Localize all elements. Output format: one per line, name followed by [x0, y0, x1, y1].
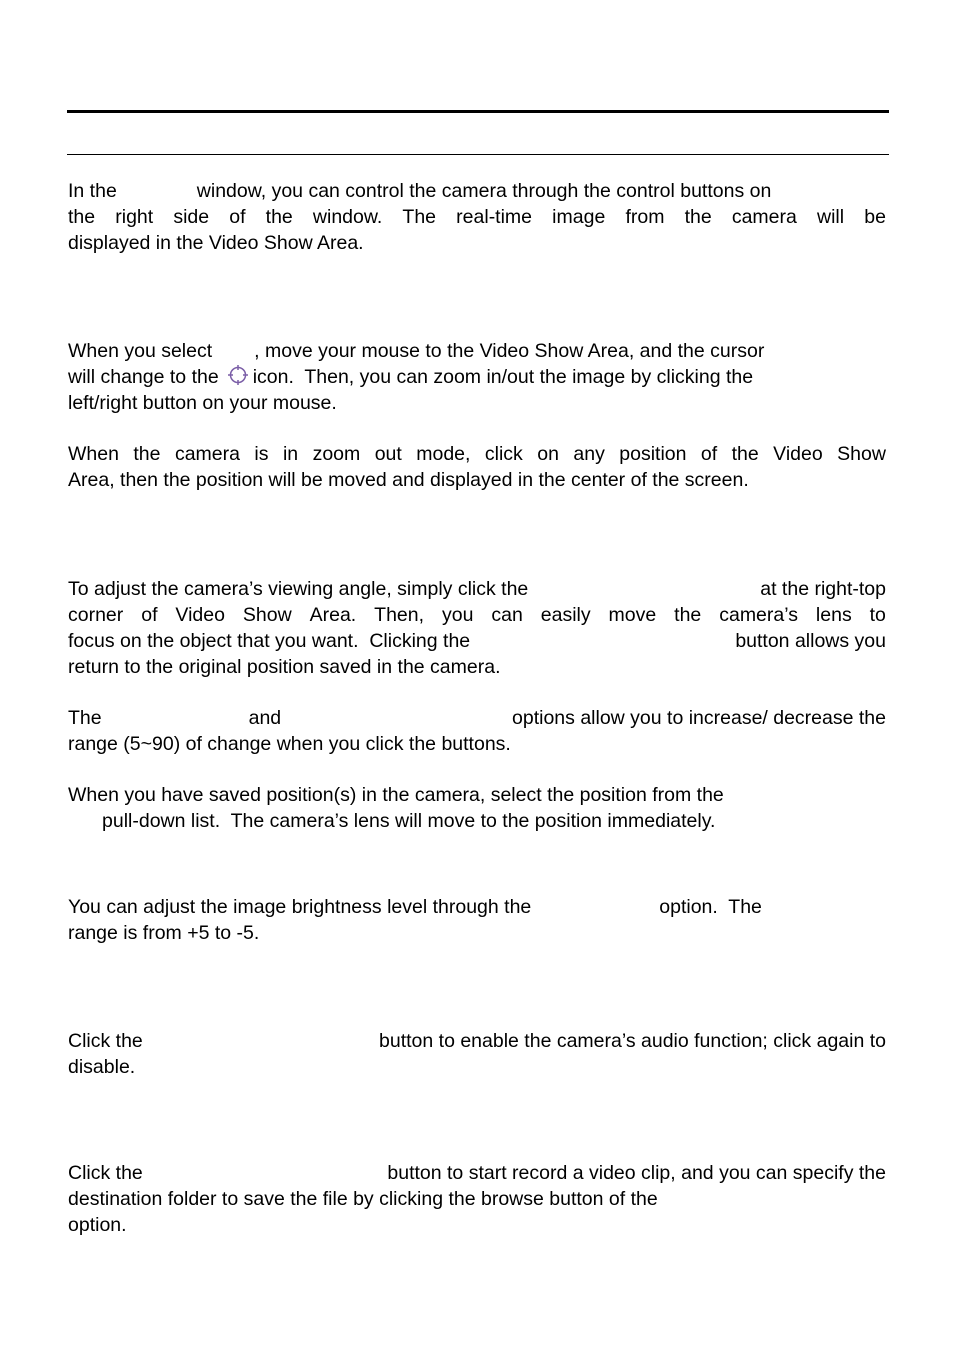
paragraph-audio: [68, 1028, 886, 1080]
text: , move your mouse to the Video Show Area, and the cursor: [254, 340, 765, 362]
text: will change to the: [68, 366, 219, 388]
text: disable.: [68, 1056, 136, 1078]
line: [68, 894, 886, 920]
text: Click the: [68, 1030, 143, 1052]
paragraph-record: [68, 1160, 886, 1238]
text: range is from +5 to -5.: [68, 922, 260, 944]
line: [68, 1212, 886, 1238]
header-rule-thick: [67, 110, 889, 113]
line: [68, 1160, 886, 1186]
paragraph-range: [68, 705, 886, 757]
line: [68, 467, 886, 493]
text: You can adjust the image brightness level through the: [68, 896, 532, 918]
text: In the: [68, 180, 117, 202]
line: [68, 230, 886, 256]
text: the right side of the window. The real-time image from the camera will be: [68, 206, 886, 228]
line: [68, 602, 886, 628]
text: button to enable the camera’s audio function; click again to: [379, 1030, 886, 1052]
text: When you have saved position(s) in the camera, select the position from the: [68, 784, 724, 806]
paragraph-saved-positions: [68, 782, 886, 834]
text: and: [248, 707, 282, 729]
line: [68, 628, 886, 654]
text: displayed in the Video Show Area.: [68, 232, 364, 254]
paragraph-zoom: [68, 338, 886, 416]
text: destination folder to save the file by clicking the browse button of the: [68, 1188, 658, 1210]
line: [68, 576, 886, 602]
text: options allow you to increase/ decrease the: [512, 707, 886, 729]
text: option.: [68, 1214, 127, 1236]
line: [68, 204, 886, 230]
line: [68, 1054, 886, 1080]
line: [68, 920, 886, 946]
text: Click the: [68, 1162, 143, 1184]
paragraph-viewing-angle: [68, 576, 886, 680]
header-rule-thin: [67, 154, 889, 155]
text: focus on the object that you want. Clicking the: [68, 630, 471, 652]
paragraph-window-intro: [68, 178, 886, 256]
text: Area, then the position will be moved and displayed in the center of the screen.: [68, 469, 749, 491]
line: [68, 390, 886, 416]
line: [68, 364, 886, 390]
line: [68, 808, 886, 834]
text: corner of Video Show Area. Then, you can easily move the camera’s lens to: [68, 604, 886, 626]
line: [68, 338, 886, 364]
line: [68, 178, 886, 204]
line: [68, 731, 886, 757]
text: When the camera is in zoom out mode, click on any position of the Video Show: [68, 443, 886, 465]
text: at the right-top: [760, 578, 886, 600]
text: button to start record a video clip, and you can specify the: [387, 1162, 886, 1184]
text: pull-down list. The camera’s lens will move to the position immediately.: [102, 810, 716, 832]
line: [68, 441, 886, 467]
text: icon. Then, you can zoom in/out the image by clicking the: [252, 366, 754, 388]
line: [68, 654, 886, 680]
line: [68, 1028, 886, 1054]
text: return to the original position saved in the camera.: [68, 656, 501, 678]
line: [68, 705, 886, 731]
text: The: [68, 707, 102, 729]
paragraph-zoom-out: [68, 441, 886, 493]
line: [68, 1186, 886, 1212]
crosshair-target-icon: [227, 364, 249, 386]
text: When you select: [68, 340, 213, 362]
text: To adjust the camera’s viewing angle, simply click the: [68, 578, 529, 600]
text: range (5~90) of change when you click the buttons.: [68, 733, 511, 755]
text: button allows you: [735, 630, 886, 652]
text: left/right button on your mouse.: [68, 392, 337, 414]
text: option. The: [659, 896, 762, 918]
text: window, you can control the camera through the control buttons on: [196, 180, 772, 202]
line: [68, 782, 886, 808]
paragraph-brightness: [68, 894, 886, 946]
